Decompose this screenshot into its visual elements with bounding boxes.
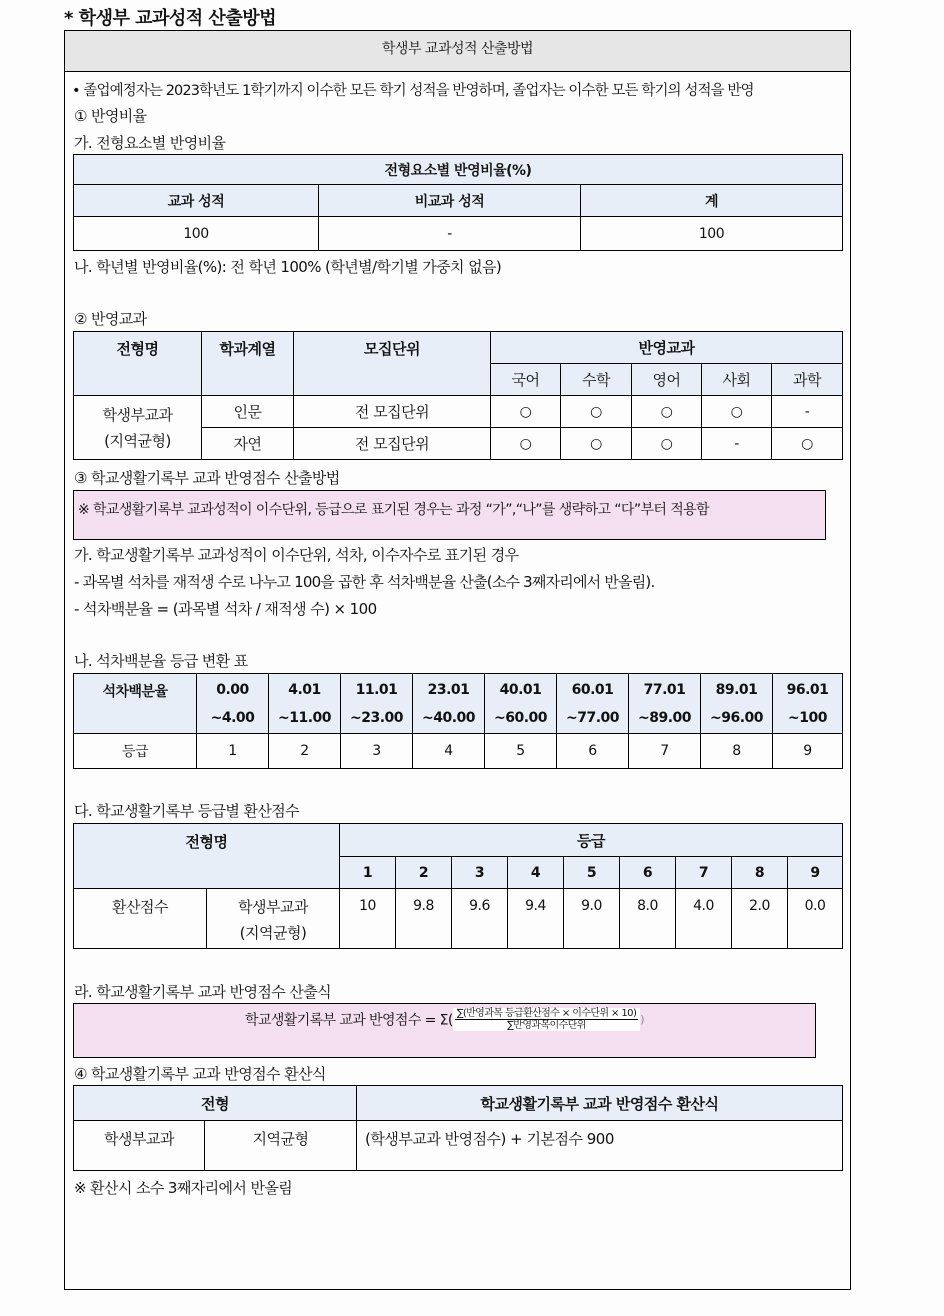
mark-cell: ○ xyxy=(491,428,561,460)
conversion-formula: (학생부교과 반영점수) + 기본점수 900 xyxy=(357,1121,843,1171)
conversion-type: 학생부교과 xyxy=(74,1121,205,1171)
section3-line1: - 과목별 석차를 재적생 수로 나누고 100을 곱한 후 석차백분율 산출(소수 3째자리에서 반올림). xyxy=(74,573,655,591)
mark-cell: ○ xyxy=(561,396,632,428)
range-cell: 96.01 ~100 xyxy=(773,674,843,734)
section3-note-box xyxy=(73,490,826,540)
range-cell: 0.00 ~4.00 xyxy=(197,674,269,734)
formula-fraction xyxy=(453,1008,641,1031)
grade-cell: 2 xyxy=(269,734,341,769)
grade-cell: 6 xyxy=(557,734,629,769)
grade-cell: 8 xyxy=(701,734,773,769)
score-grade-col: 3 xyxy=(452,857,508,889)
type-name-line1: 학생부교과 xyxy=(102,405,173,424)
section3-note: ※ 학교생활기록부 교과성적이 이수단위, 등급으로 표기된 경우는 과정 “가”,“나”를 생략하고 “다”부터 적용함 xyxy=(78,502,709,518)
intro-bullet: • 졸업예정자는 2023학년도 1학기까지 이수한 모든 학기 성적을 반영하며, 졸업자는 이수한 모든 학기의 성적을 반영 xyxy=(72,83,754,99)
ratio-table-title: 전형요소별 반영비율(%) xyxy=(74,155,843,185)
formula-box xyxy=(73,1003,816,1058)
ratio-value-subject: 100 xyxy=(74,217,319,251)
subjects-table xyxy=(73,331,843,460)
mark-cell: ○ xyxy=(772,428,843,460)
dept-natural: 자연 xyxy=(202,428,294,460)
dept-humanities: 인문 xyxy=(202,396,294,428)
conversion-header-formula: 학교생활기록부 교과 반영점수 환산식 xyxy=(357,1086,843,1121)
header-type: 전형명 xyxy=(74,332,202,396)
subject-science: 과학 xyxy=(772,364,843,396)
range-cell: 4.01 ~11.00 xyxy=(269,674,341,734)
range-cell: 11.01 ~23.00 xyxy=(341,674,413,734)
score-cell: 10 xyxy=(340,889,396,949)
range-cell: 60.01 ~77.00 xyxy=(557,674,629,734)
conversion-subtype: 지역균형 xyxy=(205,1121,357,1171)
range-cell: 40.01 ~60.00 xyxy=(485,674,557,734)
formula-lhs: 학교생활기록부 교과 반영점수 = Σ( xyxy=(245,1012,453,1029)
score-cell: 9.4 xyxy=(508,889,564,949)
score-header-type: 전형명 xyxy=(74,824,340,889)
section3-sub-b: 나. 석차백분율 등급 변환 표 xyxy=(74,652,248,670)
unit-humanities: 전 모집단위 xyxy=(294,396,491,428)
grade-cell: 3 xyxy=(341,734,413,769)
ratio-value-total: 100 xyxy=(581,217,843,251)
score-cell: 9.8 xyxy=(396,889,452,949)
type-name-line2: (지역균형) xyxy=(104,431,171,450)
ratio-header-total: 계 xyxy=(581,185,843,217)
section1-sub-b: 나. 학년별 반영비율(%): 전 학년 100% (학년별/학기별 가중치 없음) xyxy=(74,258,502,276)
score-grade-col: 5 xyxy=(564,857,620,889)
section4-heading: ④ 학교생활기록부 교과 반영점수 환산식 xyxy=(74,1065,326,1083)
score-cell: 0.0 xyxy=(788,889,843,949)
frame-header: 학생부 교과성적 산출방법 xyxy=(65,31,850,72)
subject-english: 영어 xyxy=(632,364,702,396)
section2-heading: ② 반영교과 xyxy=(74,310,147,328)
conversion-header-type: 전형 xyxy=(74,1086,357,1121)
score-cell: 8.0 xyxy=(620,889,676,949)
score-grade-col: 8 xyxy=(732,857,788,889)
grade-cell: 9 xyxy=(773,734,843,769)
subject-social: 사회 xyxy=(702,364,772,396)
score-grade-col: 1 xyxy=(340,857,396,889)
ratio-header-subject: 교과 성적 xyxy=(74,185,319,217)
section1-sub-a: 가. 전형요소별 반영비율 xyxy=(74,134,226,152)
grade-cell: 4 xyxy=(413,734,485,769)
mark-cell: ○ xyxy=(632,396,702,428)
ratio-header-nonsubject: 비교과 성적 xyxy=(319,185,581,217)
header-unit: 모집단위 xyxy=(294,332,491,396)
mark-cell: - xyxy=(772,396,843,428)
score-cell: 4.0 xyxy=(676,889,732,949)
mark-cell: ○ xyxy=(561,428,632,460)
grade-cell: 1 xyxy=(197,734,269,769)
score-grade-col: 6 xyxy=(620,857,676,889)
range-cell: 89.01 ~96.00 xyxy=(701,674,773,734)
type-name-cell xyxy=(74,396,202,460)
rank-label-grade: 등급 xyxy=(74,734,197,769)
formula-close: ) xyxy=(640,1013,644,1026)
subject-korean: 국어 xyxy=(491,364,561,396)
ratio-table xyxy=(73,154,843,251)
page-title: * 학생부 교과성적 산출방법 xyxy=(64,8,276,29)
section3-sub-a: 가. 학교생활기록부 교과성적이 이수단위, 석차, 이수자수로 표기된 경우 xyxy=(74,546,519,564)
score-grade-col: 9 xyxy=(788,857,843,889)
score-row-label: 환산점수 xyxy=(74,889,207,949)
unit-natural: 전 모집단위 xyxy=(294,428,491,460)
mark-cell: - xyxy=(702,428,772,460)
ratio-value-nonsubject: - xyxy=(319,217,581,251)
rank-label-pct: 석차백분율 xyxy=(74,674,197,734)
score-cell: 9.6 xyxy=(452,889,508,949)
range-cell: 23.01 ~40.00 xyxy=(413,674,485,734)
subject-math: 수학 xyxy=(561,364,632,396)
grade-score-table xyxy=(73,823,843,949)
score-cell: 9.0 xyxy=(564,889,620,949)
conversion-table xyxy=(73,1085,843,1171)
grade-cell: 7 xyxy=(629,734,701,769)
mark-cell: ○ xyxy=(702,396,772,428)
mark-cell: ○ xyxy=(632,428,702,460)
rank-conversion-table xyxy=(73,673,843,769)
range-cell: 77.01 ~89.00 xyxy=(629,674,701,734)
grade-cell: 5 xyxy=(485,734,557,769)
formula-denominator: ∑반영과목이수단위 xyxy=(507,1020,586,1031)
header-dept: 학과계열 xyxy=(202,332,294,396)
header-subjects: 반영교과 xyxy=(491,332,843,364)
section1-heading: ① 반영비율 xyxy=(74,107,147,125)
section3-heading: ③ 학교생활기록부 교과 반영점수 산출방법 xyxy=(74,469,340,487)
section3-sub-d: 라. 학교생활기록부 교과 반영점수 산출식 xyxy=(74,983,331,1001)
formula-numerator: ∑(반영과목 등급환산점수 × 이수단위 × 10) xyxy=(456,1008,637,1019)
score-grade-col: 2 xyxy=(396,857,452,889)
section3-sub-c: 다. 학교생활기록부 등급별 환산점수 xyxy=(74,802,300,820)
score-grade-col: 4 xyxy=(508,857,564,889)
section4-footnote: ※ 환산시 소수 3째자리에서 반올림 xyxy=(74,1179,293,1197)
score-grade-col: 7 xyxy=(676,857,732,889)
mark-cell: ○ xyxy=(491,396,561,428)
score-header-grade: 등급 xyxy=(340,824,843,857)
section3-line2: - 석차백분율 = (과목별 석차 / 재적생 수) × 100 xyxy=(74,600,377,618)
score-type-name: 학생부교과 (지역균형) xyxy=(207,889,340,949)
score-cell: 2.0 xyxy=(732,889,788,949)
